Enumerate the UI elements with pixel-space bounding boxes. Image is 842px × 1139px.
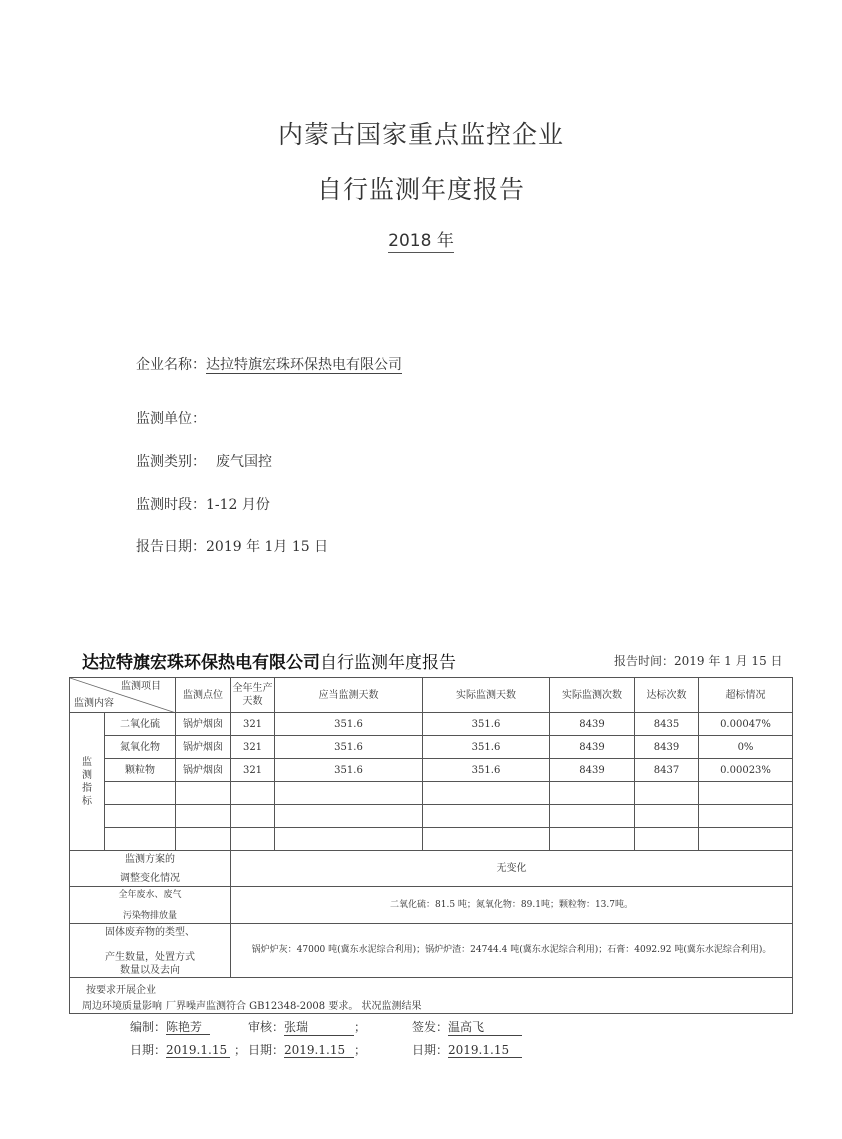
cover-year-text: 2018 年: [388, 231, 454, 251]
monitoring-table: [69, 677, 793, 1014]
table-title-rest: 自行监测年度报告: [320, 653, 456, 673]
cover-title-line1: 内蒙古国家重点监控企业: [277, 120, 564, 149]
header-exceed: 超标情况: [699, 678, 793, 713]
reviewer-sign: [248, 1018, 366, 1036]
row-actual-count: 8439: [550, 759, 635, 782]
report-time: 报告时间：2019 年 1 月 15 日: [614, 654, 783, 668]
row-annual-days: 321: [231, 713, 275, 736]
row-exceed: 0%: [699, 736, 793, 759]
header-item-label: 监测项目: [121, 681, 161, 692]
row-planned-days: 351.6: [275, 759, 423, 782]
table-row: [70, 759, 793, 782]
table-row-empty: [70, 828, 793, 851]
row-name: 氮氧化物: [105, 736, 176, 759]
plan-change-label-1: 监测方案的: [125, 854, 175, 865]
row-planned-days: 351.6: [275, 736, 423, 759]
editor-value: 陈艳芳: [166, 1020, 210, 1035]
header-content-label: 监测内容: [74, 698, 114, 709]
environment-label-1: 按要求开展企业: [86, 985, 156, 996]
unit-field: [136, 408, 206, 428]
row-group-label-text: 监测指标: [82, 756, 92, 807]
reviewer-date-label: 日期：: [248, 1043, 285, 1057]
editor-date: [130, 1041, 246, 1058]
environment-line: [82, 997, 792, 1013]
row-planned-days: 351.6: [275, 713, 423, 736]
row-group-label: [70, 713, 105, 851]
row-actual-days: 351.6: [423, 713, 550, 736]
cover-year: [0, 226, 842, 251]
row-location: 锅炉烟囱: [176, 736, 231, 759]
reviewer-date-value: 2019.1.15: [284, 1043, 354, 1058]
table-row: [70, 713, 793, 736]
report-date-value: 2019 年 1月 15 日: [206, 539, 329, 555]
editor-date-label: 日期：: [130, 1043, 167, 1057]
plan-change-label: [70, 851, 231, 887]
table-title: [82, 648, 456, 673]
solid-waste-value: 锅炉炉灰：47000 吨(冀东水泥综合利用)；锅炉炉渣：24744.4 吨(冀东水泥综合利用)；石膏：4092.92 吨(冀东水泥综合利用)。: [231, 924, 793, 978]
environment-cell: [70, 978, 793, 1014]
solid-waste-row: [70, 924, 793, 978]
issuer-date-label: 日期：: [412, 1043, 449, 1057]
row-exceed: 0.00047%: [699, 713, 793, 736]
row-actual-count: 8439: [550, 713, 635, 736]
header-annual-days: 全年生产天数: [231, 678, 275, 713]
reviewer-sep: ；: [354, 1020, 367, 1034]
row-compliant-count: 8435: [635, 713, 699, 736]
row-location: 锅炉烟囱: [176, 759, 231, 782]
row-location: 锅炉烟囱: [176, 713, 231, 736]
issuer-label: 签发：: [412, 1020, 449, 1034]
category-field: [136, 451, 272, 471]
emission-label: [70, 887, 231, 924]
header-actual-count: 实际监测次数: [550, 678, 635, 713]
table-title-company: 达拉特旗宏珠环保热电有限公司: [82, 653, 320, 673]
row-actual-days: 351.6: [423, 736, 550, 759]
issuer-sign: [412, 1018, 522, 1036]
row-annual-days: 321: [231, 736, 275, 759]
header-actual-days: 实际监测天数: [423, 678, 550, 713]
row-compliant-count: 8439: [635, 736, 699, 759]
issuer-date: [412, 1041, 522, 1058]
unit-label: 监测单位：: [136, 411, 206, 427]
emission-label-1: 全年废水、废气: [118, 890, 182, 900]
reviewer-value: 张瑞: [284, 1018, 354, 1036]
header-diagonal-cell: [70, 678, 176, 713]
row-compliant-count: 8437: [635, 759, 699, 782]
header-location: 监测点位: [176, 678, 231, 713]
issuer-value: 温高飞: [448, 1018, 522, 1036]
table-row: [70, 736, 793, 759]
solid-waste-label: [70, 924, 231, 978]
period-field: [136, 494, 270, 514]
cover-title-line2: 自行监测年度报告: [316, 175, 525, 204]
table-row-empty: [70, 782, 793, 805]
table-row-empty: [70, 805, 793, 828]
solid-waste-label-3: 数量以及去向: [120, 965, 180, 976]
row-name: 二氧化硫: [105, 713, 176, 736]
category-label: 监测类别：: [136, 454, 206, 470]
plan-change-row: [70, 851, 793, 887]
plan-change-value: 无变化: [231, 851, 793, 887]
row-exceed: 0.00023%: [699, 759, 793, 782]
solid-waste-label-2: 产生数量，处置方式: [105, 952, 195, 963]
issuer-date-value: 2019.1.15: [448, 1043, 522, 1058]
solid-waste-label-1: 固体废弃物的类型、: [105, 927, 195, 938]
editor-date-sep: ；: [234, 1043, 247, 1057]
reviewer-label: 审核：: [248, 1020, 285, 1034]
reviewer-date-sep: ；: [354, 1043, 367, 1057]
environment-row: [70, 978, 793, 1014]
row-actual-days: 351.6: [423, 759, 550, 782]
category-value: 废气国控: [216, 454, 272, 470]
emission-row: [70, 887, 793, 924]
table-header-row: [70, 678, 793, 713]
environment-value: 厂界噪声监测符合 GB12348-2008 要求。 状况监测结果: [166, 1001, 422, 1012]
company-field: [136, 354, 402, 374]
row-annual-days: 321: [231, 759, 275, 782]
plan-change-label-2: 调整变化情况: [120, 873, 180, 884]
header-compliant-count: 达标次数: [635, 678, 699, 713]
period-label: 监测时段：: [136, 497, 206, 513]
header-planned-days: 应当监测天数: [275, 678, 423, 713]
environment-label-2: 周边环境质量影响: [82, 1001, 162, 1012]
row-name: 颗粒物: [105, 759, 176, 782]
emission-label-2: 污染物排放量: [122, 911, 177, 921]
editor-label: 编制：: [130, 1020, 167, 1034]
report-date-field: [136, 536, 328, 556]
editor-sign: [130, 1018, 210, 1035]
reviewer-date: [248, 1041, 366, 1058]
period-value: 1-12 月份: [206, 497, 270, 513]
company-label: 企业名称：: [136, 357, 206, 373]
row-actual-count: 8439: [550, 736, 635, 759]
report-date-label: 报告日期：: [136, 539, 206, 555]
emission-value: 二氧化硫：81.5 吨；氮氧化物：89.1吨；颗粒物：13.7吨。: [231, 887, 793, 924]
company-value: 达拉特旗宏珠环保热电有限公司: [206, 357, 402, 373]
editor-date-value: 2019.1.15: [166, 1043, 230, 1058]
